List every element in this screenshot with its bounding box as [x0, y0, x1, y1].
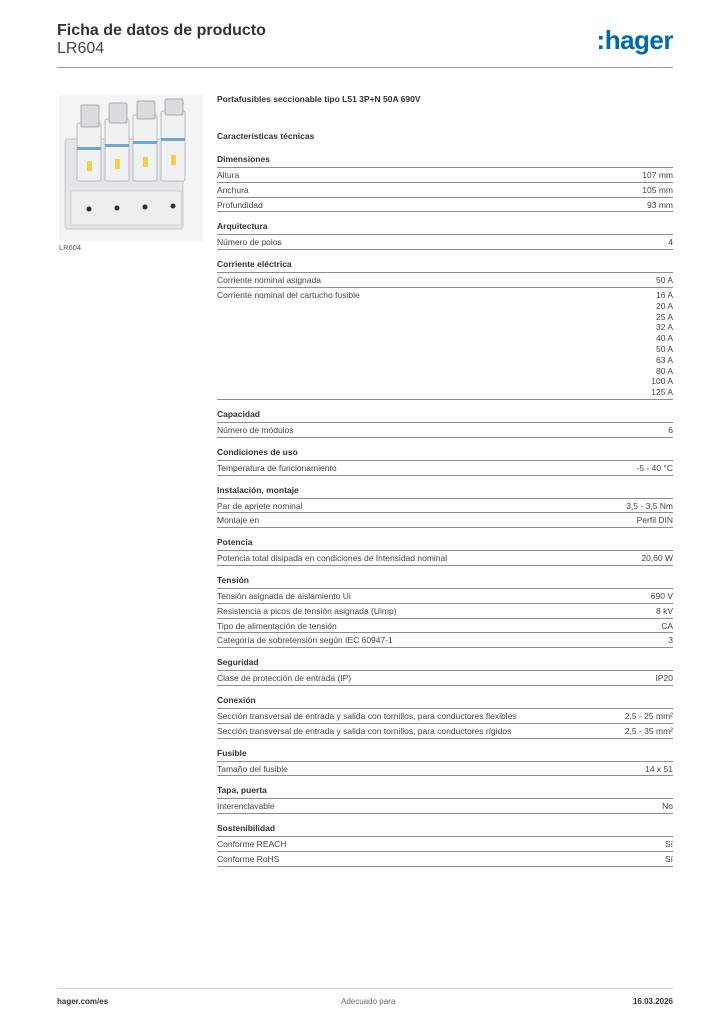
spec-section [217, 575, 673, 648]
spec-value: 690 V [650, 590, 673, 601]
section-title: Tapa, puerta [217, 785, 673, 799]
spec-value-list [651, 290, 673, 398]
spec-value: 6 [668, 424, 673, 435]
spec-section [217, 695, 673, 739]
spec-row [217, 288, 673, 400]
spec-row [217, 235, 673, 250]
section-title: Seguridad [217, 657, 673, 671]
spec-label: Par de apriete nominal [217, 500, 303, 511]
spec-section [217, 485, 673, 529]
spec-label: Categoría de sobretensión según IEC 60947-1 [217, 635, 393, 646]
spec-section [217, 657, 673, 686]
section-title: Capacidad [217, 409, 673, 423]
spec-value: 4 [668, 237, 673, 248]
spec-row [217, 273, 673, 288]
section-title: Sostenibilidad [217, 823, 673, 837]
spec-row [217, 499, 673, 514]
spec-value: 20,60 W [641, 553, 673, 564]
section-title: Tensión [217, 575, 673, 589]
spec-label: Corriente nominal asignada [217, 275, 321, 286]
footer-suitable-for: Adecuado para [341, 997, 396, 1006]
spec-label: Clase de protección de entrada (IP) [217, 673, 352, 684]
spec-value: Sí [664, 853, 673, 864]
spec-row [217, 183, 673, 198]
spec-value: 63 A [655, 354, 673, 365]
spec-row [217, 589, 673, 604]
spec-value: 50 A [655, 343, 673, 354]
header-divider [57, 67, 673, 68]
spec-row [217, 198, 673, 213]
spec-label: Corriente nominal del cartucho fusible [217, 289, 360, 300]
section-title: Corriente eléctrica [217, 259, 673, 273]
spec-section [217, 748, 673, 777]
spec-value: No [662, 801, 673, 812]
section-title: Conexión [217, 695, 673, 709]
spec-value: CA [661, 620, 673, 631]
spec-section [217, 221, 673, 250]
section-title: Fusible [217, 748, 673, 762]
spec-value: Perfil DIN [636, 515, 673, 526]
spec-row [217, 423, 673, 438]
spec-section [217, 785, 673, 814]
image-caption: LR604 [59, 243, 82, 252]
spec-label: Anchura [217, 184, 249, 195]
spec-label: Tensión asignada de aislamiento Ui [217, 590, 351, 601]
product-image [59, 95, 203, 241]
footer-date: 16.03.2026 [632, 997, 673, 1006]
spec-label: Tipo de alimentación de tensión [217, 620, 337, 631]
spec-row [217, 671, 673, 686]
spec-value: 20 A [655, 300, 673, 311]
spec-value: 100 A [651, 376, 673, 387]
spec-row [217, 604, 673, 619]
spec-row [217, 724, 673, 739]
spec-section [217, 409, 673, 438]
spec-value: 32 A [655, 322, 673, 333]
spec-value: 2,5 - 35 mm² [624, 725, 673, 736]
spec-section [217, 154, 673, 212]
section-title: Arquitectura [217, 221, 673, 235]
spec-value: 125 A [651, 387, 673, 398]
page-header [57, 22, 673, 66]
spec-value: 14 x 51 [645, 763, 673, 774]
spec-label: Interenclavable [217, 801, 275, 812]
section-title: Condiciones de uso [217, 447, 673, 461]
section-title: Instalación, montaje [217, 485, 673, 499]
spec-value: 80 A [655, 365, 673, 376]
spec-label: Sección transversal de entrada y salida con tornillos, para conductores rígidos [217, 725, 512, 736]
spec-label: Montaje en [217, 515, 260, 526]
spec-row [217, 837, 673, 852]
spec-row [217, 461, 673, 476]
spec-label: Número de módulos [217, 424, 294, 435]
spec-row [217, 551, 673, 566]
spec-label: Potencia total disipada en condiciones de Intensidad nominal [217, 553, 448, 564]
page-footer [57, 997, 673, 1011]
product-code: LR604 [57, 40, 105, 57]
spec-row [217, 709, 673, 724]
spec-label: Altura [217, 170, 240, 180]
spec-label: Sección transversal de entrada y salida con tornillos, para conductores flexibles [217, 710, 517, 721]
spec-row [217, 168, 673, 183]
spec-label: Número de polos [217, 237, 282, 248]
spec-label: Temperatura de funcionamiento [217, 462, 337, 473]
spec-value: 16 A [655, 289, 673, 300]
footer-website-link[interactable]: hager.com/es [57, 997, 109, 1006]
section-title: Dimensiones [217, 154, 673, 168]
spec-value: 50 A [655, 275, 673, 286]
spec-label: Resistencia a picos de tensión asignada (Uimp) [217, 605, 397, 616]
footer-divider [57, 988, 673, 989]
spec-section [217, 823, 673, 867]
spec-value: 40 A [655, 333, 673, 344]
spec-row [217, 619, 673, 634]
spec-value: 3,5 - 3,5 Nm [626, 500, 673, 511]
spec-value: 2,5 - 25 mm² [624, 710, 673, 721]
spec-row [217, 762, 673, 777]
spec-value: 105 mm [642, 184, 673, 195]
spec-row [217, 852, 673, 867]
document-title: Ficha de datos de producto [57, 22, 266, 39]
spec-row [217, 633, 673, 648]
spec-value: 25 A [655, 311, 673, 322]
spec-value: IP20 [655, 673, 673, 684]
spec-value: 93 mm [647, 199, 673, 210]
spec-label: Conforme RoHS [217, 853, 280, 864]
spec-section [217, 537, 673, 566]
spec-section [217, 447, 673, 476]
spec-row [217, 513, 673, 528]
technical-characteristics-title: Características técnicas [217, 131, 315, 141]
spec-value: -5 - 40 °C [636, 462, 673, 473]
spec-row [217, 799, 673, 814]
spec-label: Profundidad [217, 199, 263, 210]
spec-value: 107 mm [642, 170, 673, 180]
spec-sections [217, 154, 673, 867]
spec-label: Tamaño del fusible [217, 763, 288, 774]
spec-value: 8 kV [655, 605, 673, 616]
fuse-holder-illustration [59, 95, 203, 241]
product-description: Portafusibles seccionable tipo L51 3P+N 50A 690V [217, 94, 421, 104]
spec-label: Conforme REACH [217, 839, 287, 850]
hager-logo: :hager [596, 25, 673, 55]
section-title: Potencia [217, 537, 673, 551]
spec-value: 3 [668, 635, 673, 646]
spec-section [217, 259, 673, 400]
spec-value: Sí [664, 839, 673, 850]
spec-content [217, 94, 673, 876]
